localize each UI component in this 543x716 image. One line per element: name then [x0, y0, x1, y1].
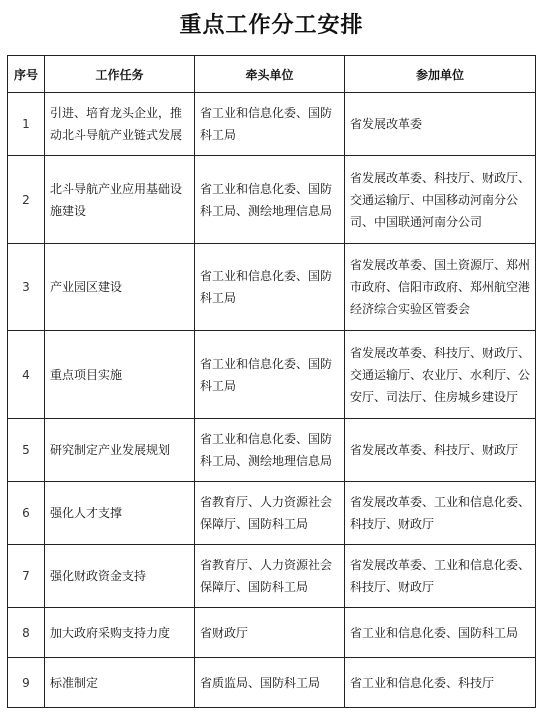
row-task: 产业园区建设: [45, 244, 195, 331]
row-number: 7: [8, 545, 45, 608]
row-number: 4: [8, 331, 45, 419]
row-number: 6: [8, 482, 45, 545]
table-row: [8, 482, 536, 545]
row-number: 3: [8, 244, 45, 331]
row-lead-unit: 省工业和信息化委、国防科工局: [195, 244, 345, 331]
row-task: 研究制定产业发展规划: [45, 419, 195, 482]
row-participating-units: 省发展改革委、国土资源厅、郑州市政府、信阳市政府、郑州航空港经济综合实验区管委会: [345, 244, 536, 331]
header-task: 工作任务: [45, 56, 195, 93]
header-participating-units: 参加单位: [345, 56, 536, 93]
row-participating-units: 省发展改革委、工业和信息化委、科技厅、财政厅: [345, 482, 536, 545]
row-lead-unit: 省工业和信息化委、国防科工局、测绘地理信息局: [195, 419, 345, 482]
header-lead-unit: 牵头单位: [195, 56, 345, 93]
row-task: 标准制定: [45, 658, 195, 708]
row-lead-unit: 省工业和信息化委、国防科工局: [195, 331, 345, 419]
row-participating-units: 省发展改革委、科技厅、财政厅、交通运输厅、中国移动河南分公司、中国联通河南分公司: [345, 156, 536, 244]
row-lead-unit: 省工业和信息化委、国防科工局: [195, 93, 345, 156]
row-lead-unit: 省教育厅、人力资源社会保障厅、国防科工局: [195, 545, 345, 608]
row-number: 1: [8, 93, 45, 156]
row-number: 2: [8, 156, 45, 244]
row-participating-units: 省发展改革委: [345, 93, 536, 156]
table-header-row: [8, 56, 536, 93]
task-allocation-table: [7, 55, 536, 708]
table-row: [8, 244, 536, 331]
table-row: [8, 331, 536, 419]
row-participating-units: 省发展改革委、科技厅、财政厅: [345, 419, 536, 482]
row-lead-unit: 省财政厅: [195, 608, 345, 658]
table-row: [8, 419, 536, 482]
row-task: 北斗导航产业应用基础设施建设: [45, 156, 195, 244]
row-task: 强化人才支撑: [45, 482, 195, 545]
row-lead-unit: 省教育厅、人力资源社会保障厅、国防科工局: [195, 482, 345, 545]
table-row: [8, 93, 536, 156]
table-row: [8, 608, 536, 658]
row-lead-unit: 省质监局、国防科工局: [195, 658, 345, 708]
row-number: 5: [8, 419, 45, 482]
row-task: 强化财政资金支持: [45, 545, 195, 608]
row-number: 9: [8, 658, 45, 708]
row-number: 8: [8, 608, 45, 658]
row-task: 重点项目实施: [45, 331, 195, 419]
row-participating-units: 省工业和信息化委、科技厅: [345, 658, 536, 708]
row-participating-units: 省发展改革委、工业和信息化委、科技厅、财政厅: [345, 545, 536, 608]
row-task: 引进、培育龙头企业，推动北斗导航产业链式发展: [45, 93, 195, 156]
row-participating-units: 省工业和信息化委、国防科工局: [345, 608, 536, 658]
table-row: [8, 156, 536, 244]
header-number: 序号: [8, 56, 45, 93]
row-task: 加大政府采购支持力度: [45, 608, 195, 658]
document-title: 重点工作分工安排: [179, 12, 364, 38]
row-participating-units: 省发展改革委、科技厅、财政厅、交通运输厅、农业厅、水利厅、公安厅、司法厅、住房城乡建设厅: [345, 331, 536, 419]
row-lead-unit: 省工业和信息化委、国防科工局、测绘地理信息局: [195, 156, 345, 244]
table-row: [8, 545, 536, 608]
table-row: [8, 658, 536, 708]
